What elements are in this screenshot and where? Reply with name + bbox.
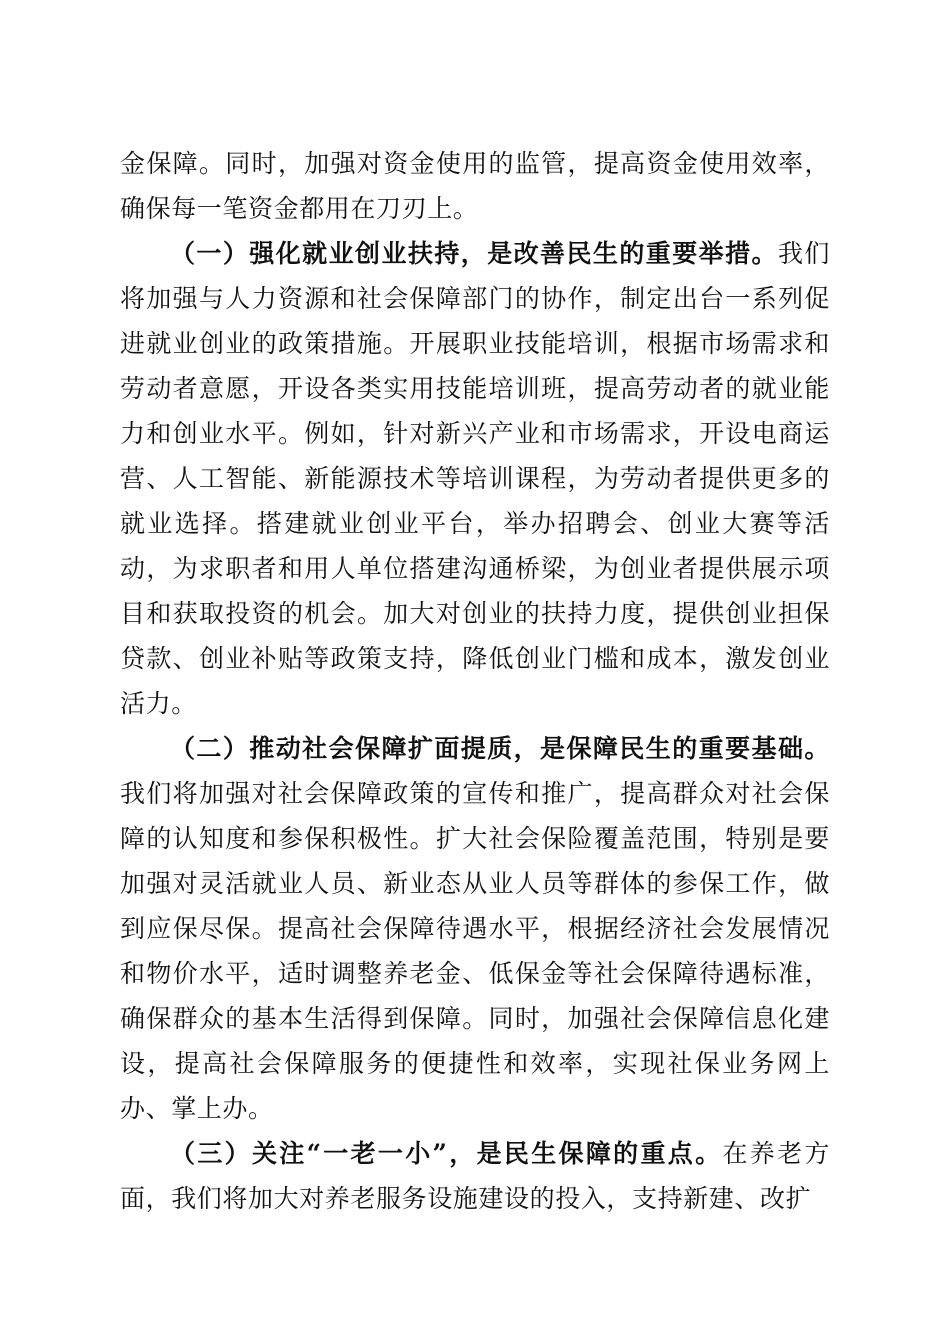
paragraph-text: 金保障。同时，加强对资金使用的监管，提高资金使用效率，确保每一笔资金都用在刀刃上。 (120, 149, 830, 223)
paragraph-lead: （三）关注“一老一小”，是民生保障的重点。 (170, 1139, 723, 1168)
paragraph-text: 我们将加强对社会保障政策的宣传和推广，提高群众对社会保障的认知度和参保积极性。扩大社会保险覆盖范围，特别是要加强对灵活就业人员、新业态从业人员等群体的参保工作，做到应保尽保。提高社会保障待遇水平，根据经济社会发展情况和物价水平，适时调整养老金、低保金等社会保障待遇标准，确保群众的基本生活得到保障。同时，加强社会保障信息化建设，提高社会保障服务的便捷性和效率，实现社保业务网上办、掌上办。 (120, 779, 830, 1123)
paragraph-social-security (120, 726, 830, 1131)
paragraph-text: 在养老方面，我们将加大对养老服务设施建设的投入，支持新建、改扩 (120, 1139, 830, 1213)
paragraph-lead: （一）强化就业创业扶持，是改善民生的重要举措。 (170, 239, 778, 268)
paragraph-continuation (120, 141, 830, 231)
paragraph-lead: （二）推动社会保障扩面提质，是保障民生的重要基础。 (170, 734, 830, 763)
paragraph-text: 我们将加强与人力资源和社会保障部门的协作，制定出台一系列促进就业创业的政策措施。开展职业技能培训，根据市场需求和劳动者意愿，开设各类实用技能培训班，提高劳动者的就业能力和创业水平。例如，针对新兴产业和市场需求，开设电商运营、人工智能、新能源技术等培训课程，为劳动者提供更多的就业选择。搭建就业创业平台，举办招聘会、创业大赛等活动，为求职者和用人单位搭建沟通桥梁，为创业者提供展示项目和获取投资的机会。加大对创业的扶持力度，提供创业担保贷款、创业补贴等政策支持，降低创业门槛和成本，激发创业活力。 (120, 239, 831, 718)
paragraph-employment (120, 231, 830, 726)
document-body (120, 141, 830, 1221)
paragraph-elderly-children (120, 1131, 830, 1221)
